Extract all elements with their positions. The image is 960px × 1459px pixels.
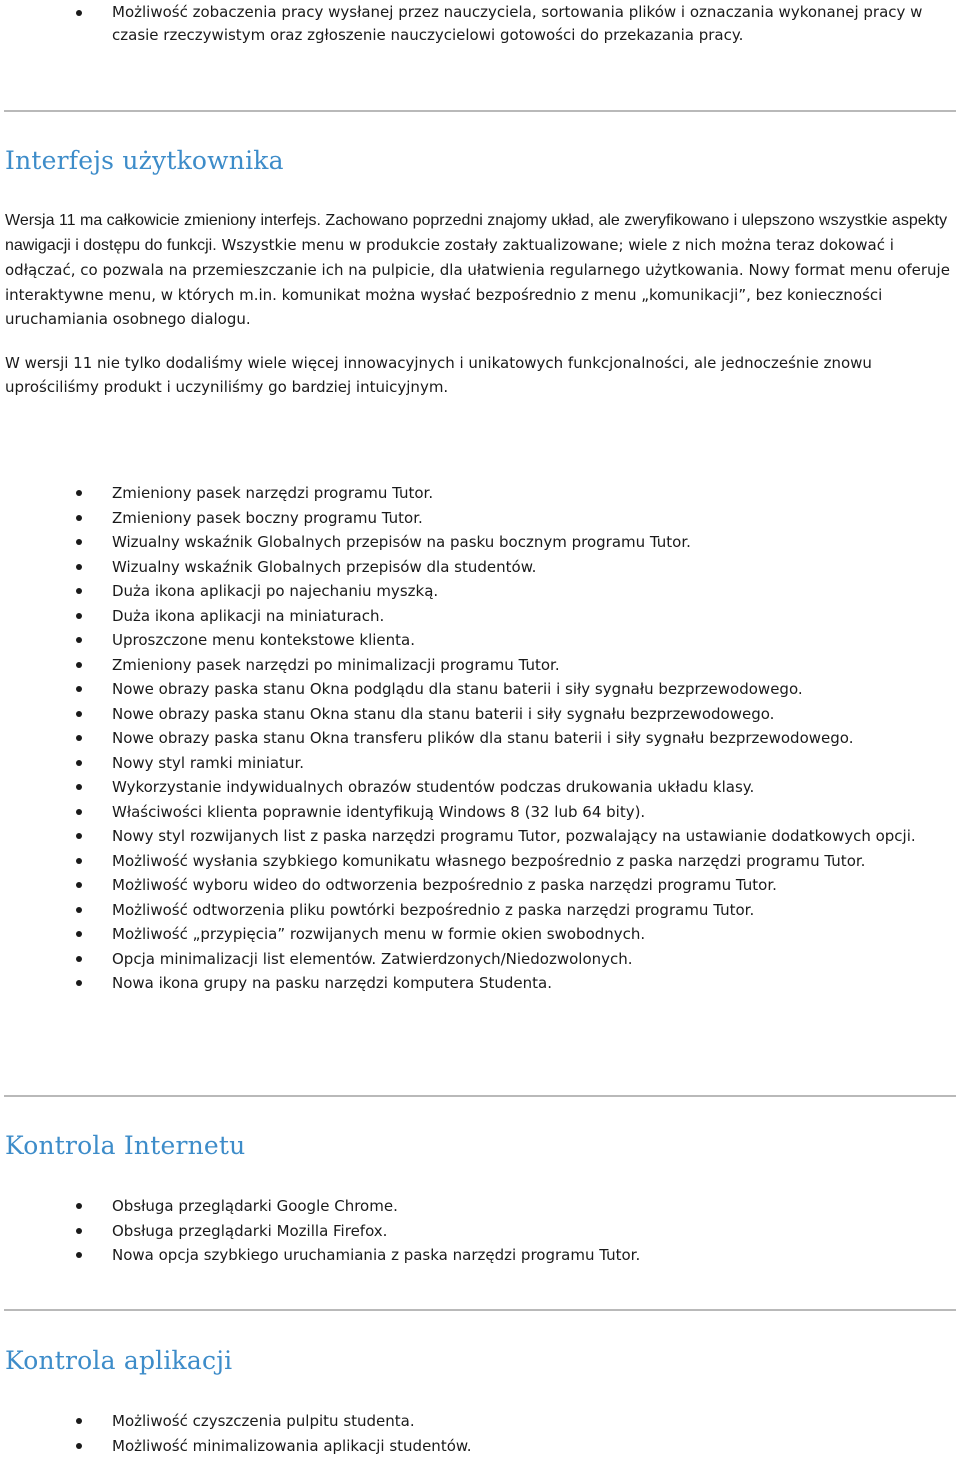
bullet-icon [76,1203,82,1209]
list-item-text: Nowa ikona grupy na pasku narzędzi komputera Studenta. [112,974,552,992]
bullet-icon [76,760,82,766]
list-item [0,1,960,46]
list-item [0,775,960,800]
list-item [0,1194,960,1219]
list-item [0,898,960,923]
bullet-icon [76,931,82,937]
list-item [0,971,960,996]
summary-paragraph: W wersji 11 nie tylko dodaliśmy wiele więcej innowacyjnych i unikatowych funkcjonalności, ale jednocześnie znowu uprościliśmy produkt i uczyniliśmy go bardziej intuicyjnym. [5,354,872,397]
list-item [0,604,960,629]
bullet-icon [76,515,82,521]
list-item [0,481,960,506]
bullet-icon [76,1252,82,1258]
bullet-icon [76,858,82,864]
list-item-text: Możliwość „przypięcia” rozwijanych menu w formie okien swobodnych. [112,925,646,943]
list-item-text: Duża ikona aplikacji na miniaturach. [112,606,385,625]
list-item [0,677,960,702]
list-item-text: Możliwość wysłania szybkiego komunikatu własnego bezpośrednio z paska narzędzi programu Tutor. [112,851,866,870]
list-item-text: Wykorzystanie indywidualnych obrazów studentów podczas drukowania układu klasy. [112,778,755,796]
list-item [0,1409,960,1434]
bullet-icon [76,907,82,913]
list-item [0,849,960,874]
list-item [0,824,960,849]
list-item-text: Nowe obrazy paska stanu Okna podglądu dla stanu baterii i siły sygnału bezprzewodowego. [112,680,803,698]
list-item-text: Nowy styl rozwijanych list z paska narzędzi programu Tutor, pozwalający na ustawianie dodatkowych opcji. [112,827,916,845]
bullet-icon [76,956,82,962]
list-item-text: Opcja minimalizacji list elementów. Zatwierdzonych/Niedozwolonych. [112,949,633,968]
interfejs-feature-list [0,481,960,996]
section-divider [4,110,956,112]
list-item-text: Wizualny wskaźnik Globalnych przepisów na pasku bocznym programu Tutor. [112,533,691,551]
list-item [0,726,960,751]
section-divider [4,1309,956,1311]
section-heading-internet: Kontrola Internetu [5,1131,246,1160]
section-heading-interfejs: Interfejs użytkownika [5,146,284,175]
bullet-icon [76,10,82,16]
bullet-icon [76,711,82,717]
aplikacje-feature-list [0,1409,960,1458]
list-item-text: Możliwość wyboru wideo do odtworzenia bezpośrednio z paska narzędzi programu Tutor. [112,876,777,894]
list-item-text: Nowe obrazy paska stanu Okna stanu dla stanu baterii i siły sygnału bezprzewodowego. [112,704,775,723]
list-item [0,628,960,653]
bullet-icon [76,833,82,839]
bullet-icon [76,637,82,643]
list-item [0,922,960,947]
list-item [0,800,960,825]
bullet-icon [76,1418,82,1424]
list-item-text: Zmieniony pasek boczny programu Tutor. [112,508,423,527]
list-item-text: Możliwość czyszczenia pulpitu studenta. [112,1412,415,1430]
list-item [0,1434,960,1459]
bullet-icon [76,735,82,741]
internet-feature-list [0,1194,960,1268]
list-item [0,1219,960,1244]
list-item [0,530,960,555]
intro-paragraph [5,208,955,331]
list-item-text: Zmieniony pasek narzędzi po minimalizacji programu Tutor. [112,655,560,674]
bullet-icon [76,809,82,815]
list-item-text: Nowa opcja szybkiego uruchamiania z paska narzędzi programu Tutor. [112,1246,641,1264]
bullet-icon [76,882,82,888]
list-item-text: Możliwość zobaczenia pracy wysłanej przez nauczyciela, sortowania plików i oznaczania wykonanej pracy w czasie rzeczywistym oraz zgłoszenie nauczycielowi gotowości do przekazania pracy. [112,3,923,44]
list-item [0,555,960,580]
list-item-text: Uproszczone menu kontekstowe klienta. [112,631,415,649]
bullet-icon [76,686,82,692]
bullet-icon [76,784,82,790]
bullet-icon [76,564,82,570]
list-item [0,506,960,531]
bullet-icon [76,662,82,668]
bullet-icon [76,490,82,496]
list-item-text: Nowe obrazy paska stanu Okna transferu plików dla stanu baterii i siły sygnału bezprzewodowego. [112,729,854,747]
bullet-icon [76,539,82,545]
list-item-text: Możliwość minimalizowania aplikacji studentów. [112,1436,472,1455]
list-item-text: Obsługa przeglądarki Mozilla Firefox. [112,1221,388,1240]
list-item-text: Duża ikona aplikacji po najechaniu myszką. [112,582,439,600]
list-item-text: Wizualny wskaźnik Globalnych przepisów dla studentów. [112,557,537,576]
list-item [0,579,960,604]
list-item-text: Możliwość odtworzenia pliku powtórki bezpośrednio z paska narzędzi programu Tutor. [112,900,755,919]
intro-paragraph-lead: Wersja 11 ma całkowicie zmieniony interfejs. Zachowano poprzedni znajomy układ, ale zweryfikowano i ulepszono wszystkie aspekty nawigacji i dostępu do funkcji. [5,212,948,255]
bullet-icon [76,588,82,594]
section-divider [4,1095,956,1097]
section-heading-aplikacje: Kontrola aplikacji [5,1346,233,1375]
bullet-icon [76,980,82,986]
list-item-text: Zmieniony pasek narzędzi programu Tutor. [112,484,434,502]
top-bullet-list [0,1,960,46]
list-item [0,947,960,972]
list-item [0,1243,960,1268]
bullet-icon [76,1228,82,1234]
list-item [0,653,960,678]
intro-paragraph-body: Wszystkie menu w produkcie zostały zaktualizowane; wiele z nich można teraz dokować i odłączać, co pozwala na przemieszczanie ich na pulpicie, dla ułatwienia regularnego użytkowania. Nowy format menu oferuje interaktywne menu, w których m.in. komunikat można wysłać bezpośrednio z menu „komunikacji”, bez konieczności uruchamiania osobnego dialogu. [5,236,950,328]
list-item [0,751,960,776]
list-item [0,873,960,898]
list-item-text: Nowy styl ramki miniatur. [112,753,305,772]
list-item-text: Obsługa przeglądarki Google Chrome. [112,1197,398,1215]
list-item-text: Właściwości klienta poprawnie identyfikują Windows 8 (32 lub 64 bity). [112,802,646,821]
bullet-icon [76,1443,82,1449]
bullet-icon [76,613,82,619]
list-item [0,702,960,727]
